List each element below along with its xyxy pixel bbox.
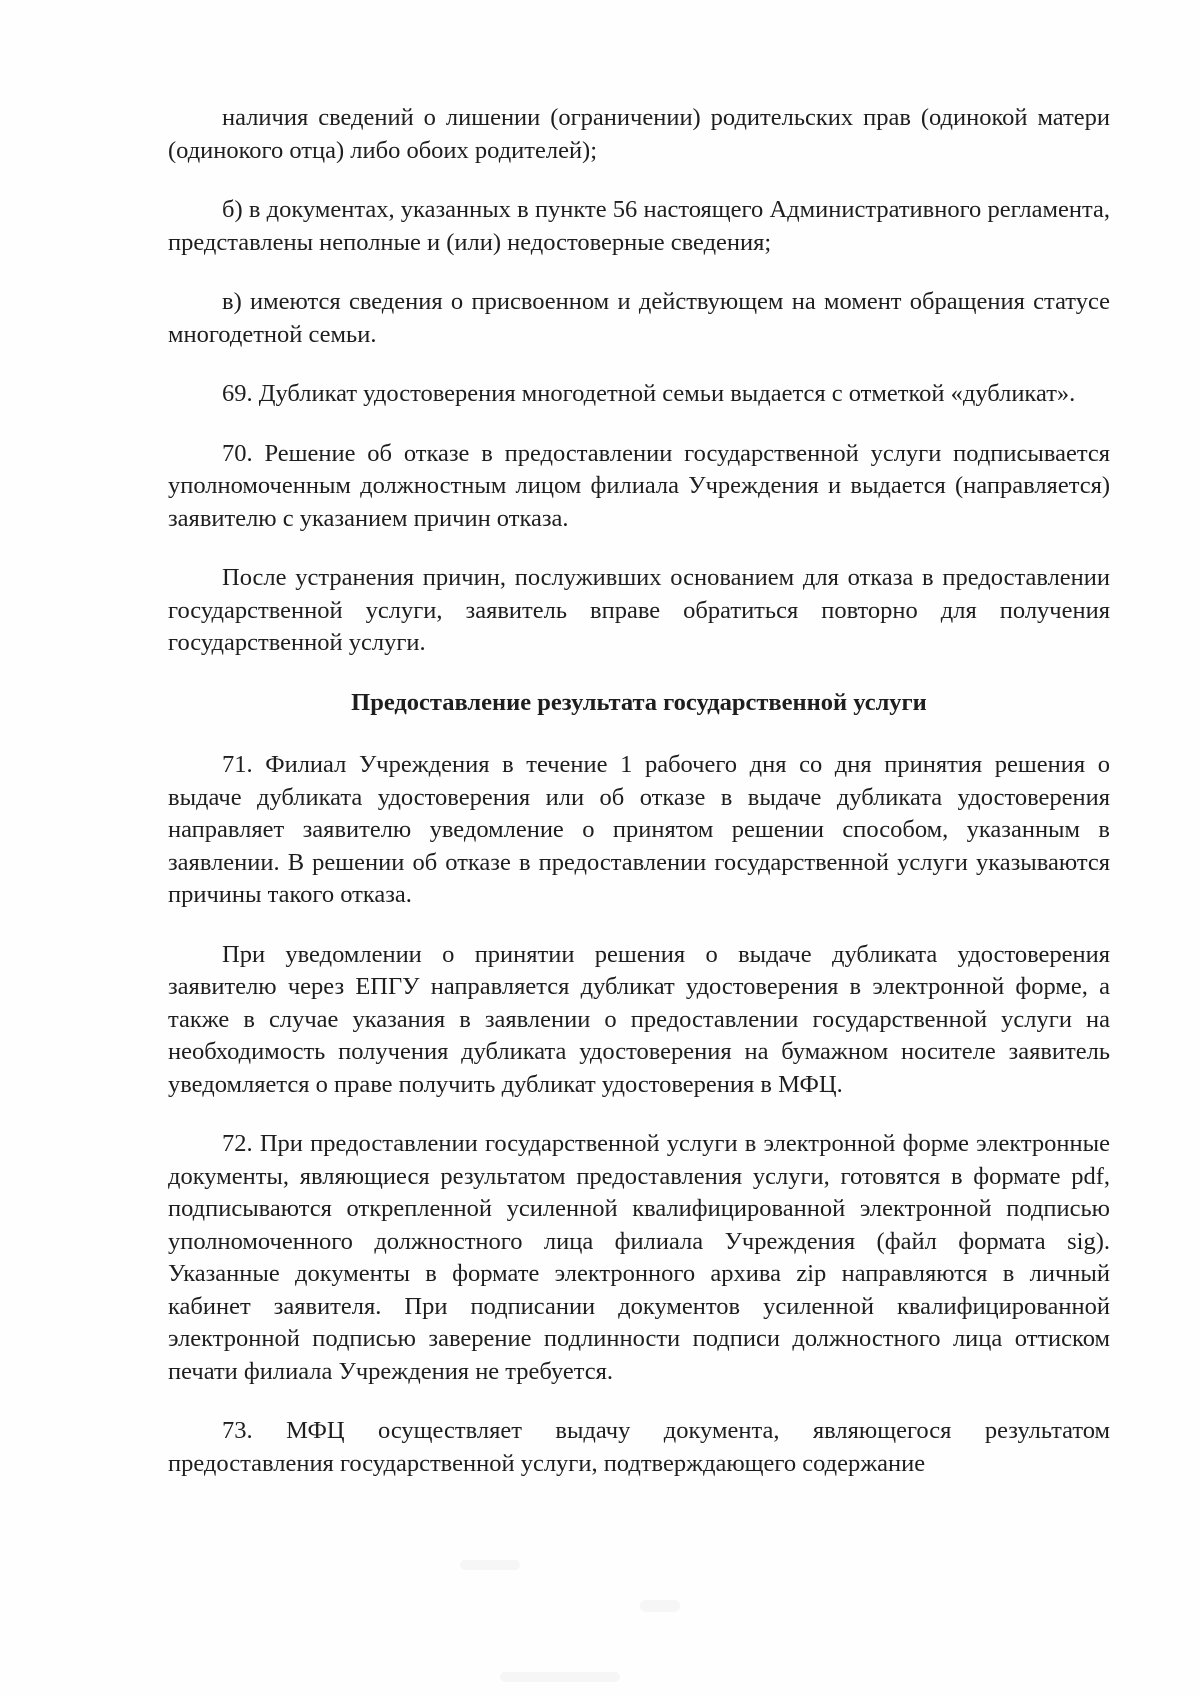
paragraph-71: 71. Филиал Учреждения в течение 1 рабочего дня со дня принятия решения о выдаче дубликата удостоверения или об отказе в выдаче дубликата удостоверения направляет заявителю уведомление о принятом решении способом, указанным в заявлении. В решении об отказе в предоставлении государственной услуги указываются причины такого отказа. <box>168 751 1110 908</box>
paragraph-69: 69. Дубликат удостоверения многодетной семьи выдается с отметкой «дубликат». <box>222 380 1076 407</box>
section-heading: Предоставление результата государственной услуги <box>351 688 927 716</box>
paragraph-73: 73. МФЦ осуществляет выдачу документа, являющегося результатом предоставления государственной услуги, подтверждающего содержание <box>168 1417 1110 1477</box>
scan-artifact <box>500 1672 620 1682</box>
paragraph-72: 72. При предоставлении государственной услуги в электронной форме электронные документы, являющиеся результатом предоставления услуги, готовятся в формате pdf, подписываются открепленной усиленной квалифицированной электронной подписью уполномоченного должностного лица филиала Учреждения (файл формата sig). Указанные документы в формате электронного архива zip направляются в личный кабинет заявителя. При подписании документов усиленной квалифицированной электронной подписью заверение подлинности подписи должностного лица оттиском печати филиала Учреждения не требуется. <box>168 1130 1110 1385</box>
scan-artifact <box>460 1560 520 1570</box>
paragraph-71-notification: При уведомлении о принятии решения о выдаче дубликата удостоверения заявителю через ЕПГУ направляется дубликат удостоверения в электронной форме, а также в случае указания в заявлении о предоставлении государственной услуги на необходимость получения дубликата удостоверения на бумажном носителе заявитель уведомляется о праве получить дубликат удостоверения в МФЦ. <box>168 940 1110 1098</box>
paragraph-item-b: б) в документах, указанных в пункте 56 настоящего Административного регламента, представлены неполные и (или) недостоверные сведения; <box>168 196 1110 256</box>
paragraph-70-reapply: После устранения причин, послуживших основанием для отказа в предоставлении государственной услуги, заявитель вправе обратиться повторно для получения государственной услуги. <box>168 564 1110 656</box>
scan-artifact <box>640 1600 680 1612</box>
paragraph-70: 70. Решение об отказе в предоставлении государственной услуги подписывается уполномоченным должностным лицом филиала Учреждения и выдается (направляется) заявителю с указанием причин отказа. <box>168 439 1110 532</box>
paragraph-item-v: в) имеются сведения о присвоенном и действующем на момент обращения статусе многодетной семьи. <box>168 288 1110 348</box>
paragraph-continuation: наличия сведений о лишении (ограничении) родительских прав (одинокой матери (одинокого отца) либо обоих родителей); <box>168 104 1110 164</box>
